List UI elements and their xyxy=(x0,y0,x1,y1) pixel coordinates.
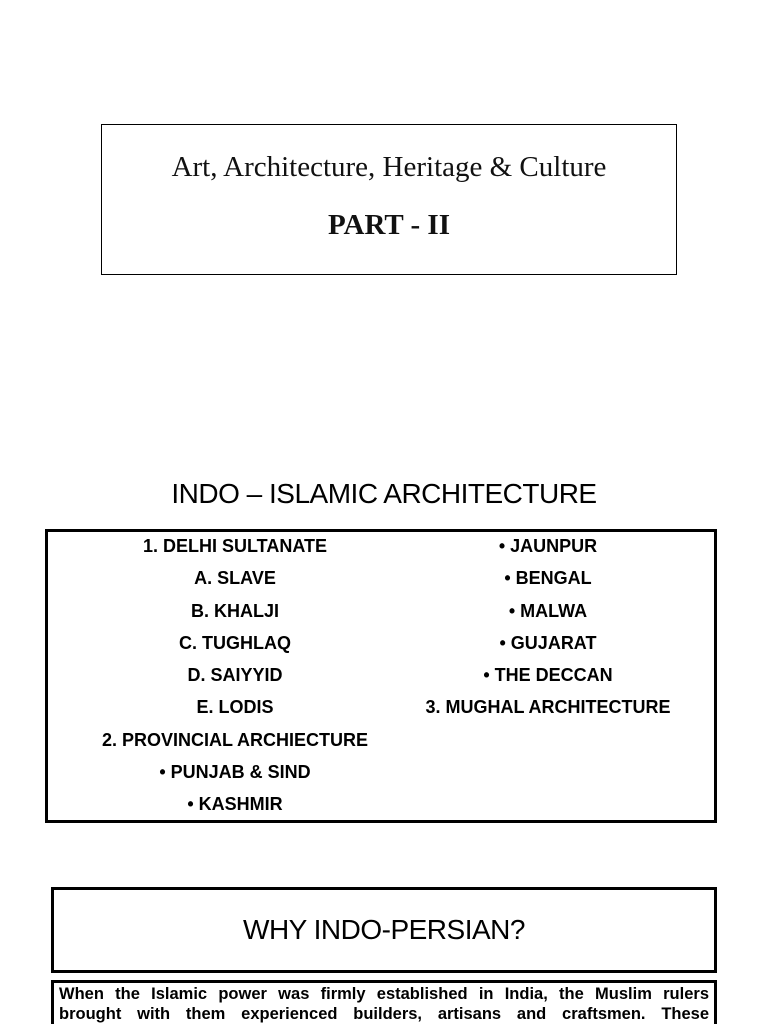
right-column xyxy=(388,534,708,728)
why-heading-box xyxy=(51,887,717,973)
paragraph-line: When the Islamic power was firmly established in India, the Muslim rulers xyxy=(59,985,709,1003)
section-heading: INDO – ISLAMIC ARCHITECTURE xyxy=(171,478,597,509)
title-line-2: PART - II xyxy=(328,209,450,241)
list-item: 3. MUGHAL ARCHITECTURE xyxy=(425,697,671,718)
title-line-1: Art, Architecture, Heritage & Culture xyxy=(171,151,607,183)
list-item: B. KHALJI xyxy=(190,600,279,621)
list-item: E. LODIS xyxy=(196,697,274,718)
list-item: • GUJARAT xyxy=(499,632,597,653)
list-item: D. SAIYYID xyxy=(187,665,283,686)
left-column xyxy=(70,534,400,825)
title-card xyxy=(101,124,677,275)
why-heading: WHY INDO-PERSIAN? xyxy=(243,914,525,945)
list-item: A. SLAVE xyxy=(194,568,276,589)
list-item: • BENGAL xyxy=(504,568,592,589)
paragraph-line: brought with them experienced builders, artisans and craftsmen. These xyxy=(59,1005,709,1023)
list-item: C. TUGHLAQ xyxy=(179,632,291,653)
list-item: • PUNJAB & SIND xyxy=(159,762,311,783)
architecture-list-box xyxy=(45,529,717,823)
list-item: • KASHMIR xyxy=(187,794,283,815)
list-item: • THE DECCAN xyxy=(483,665,613,686)
list-item: • MALWA xyxy=(508,600,588,621)
why-paragraph xyxy=(51,980,717,1024)
list-item: • JAUNPUR xyxy=(498,536,598,556)
list-item: 1. DELHI SULTANATE xyxy=(143,536,327,556)
list-item: 2. PROVINCIAL ARCHIECTURE xyxy=(101,729,369,750)
